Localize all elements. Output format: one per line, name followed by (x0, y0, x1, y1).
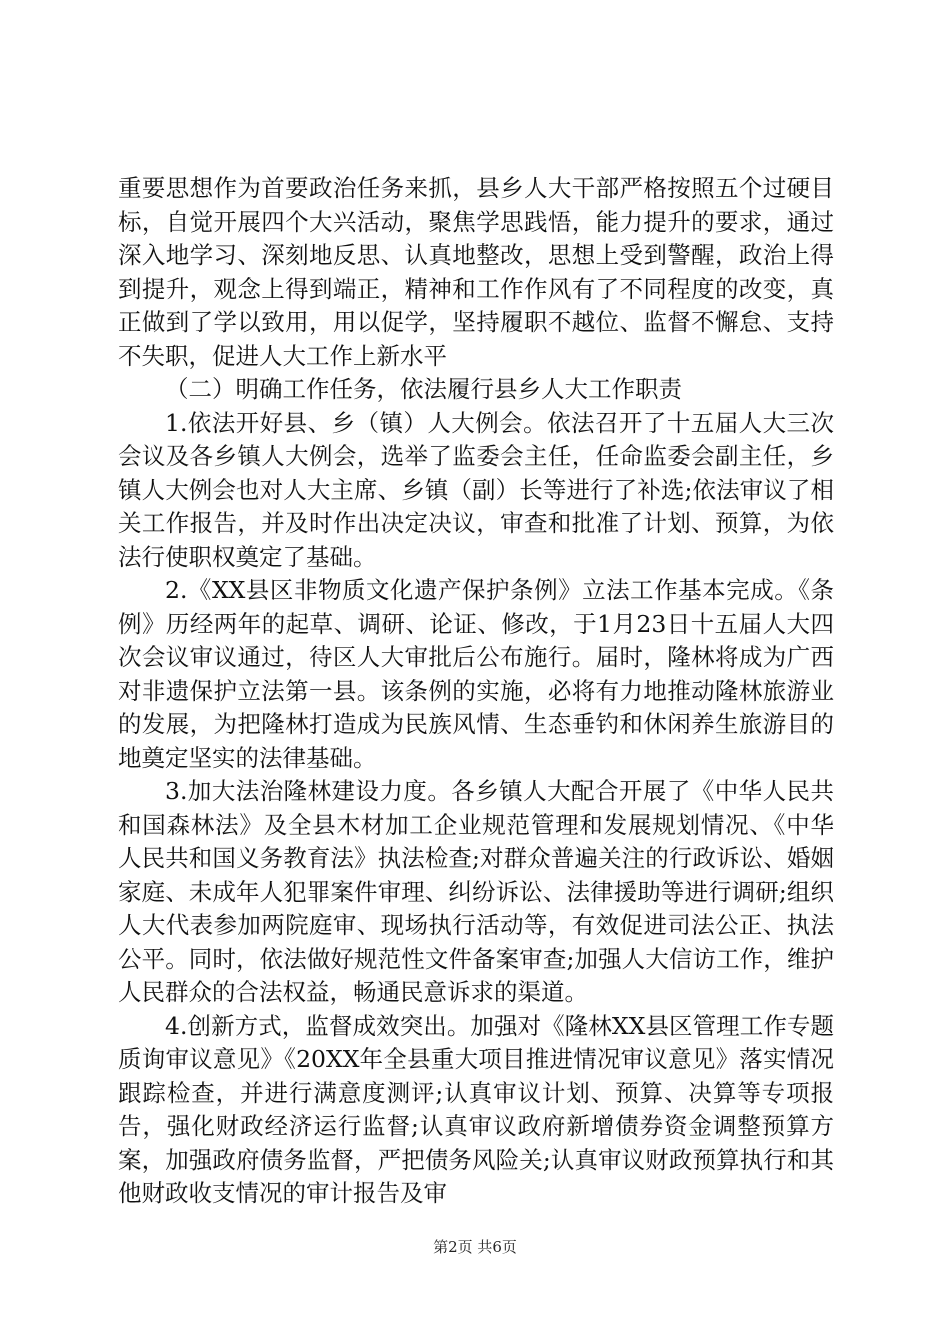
paragraph-item-2: 2.《XX县区非物质文化遗产保护条例》立法工作基本完成。《条例》历经两年的起草、调研、论证、修改，于1月23日十五届人大四次会议审议通过，待区人大审批后公布施行。届时，隆林将成为广西对非遗保护立法第一县。该条例的实施，必将有力地推动隆林旅游业的发展，为把隆林打造成为民族风情、生态垂钓和休闲养生旅游目的地奠定坚实的法律基础。 (118, 576, 834, 772)
paragraph-item-3: 3.加大法治隆林建设力度。各乡镇人大配合开展了《中华人民共和国森林法》及全县木材加工企业规范管理和发展规划情况、《中华人民共和国义务教育法》执法检查;对群众普遍关注的行政诉讼、婚姻家庭、未成年人犯罪案件审理、纠纷诉讼、法律援助等进行调研;组织人大代表参加两院庭审、现场执行活动等，有效促进司法公正、执法公平。同时，依法做好规范性文件备案审查;加强人大信访工作，维护人民群众的合法权益，畅通民意诉求的渠道。 (118, 777, 834, 1006)
paragraph-item-1: 1.依法开好县、乡（镇）人大例会。依法召开了十五届人大三次会议及各乡镇人大例会，选举了监委会主任，任命监委会副主任，乡镇人大例会也对人大主席、乡镇（副）长等进行了补选;依法审议了相关工作报告，并及时作出决定决议，审查和批准了计划、预算，为依法行使职权奠定了基础。 (118, 408, 834, 571)
paragraph-item-4: 4.创新方式，监督成效突出。加强对《隆林XX县区管理工作专题质询审议意见》《20XX年全县重大项目推进情况审议意见》落实情况跟踪检查，并进行满意度测评;认真审议计划、预算、决算等专项报告，强化财政经济运行监督;认真审议政府新增债券资金调整预算方案，加强政府债务监督，严把债务风险关;认真审议财政预算执行和其他财政收支情况的审计报告及审 (118, 1011, 834, 1207)
page-number-footer: 第2页 共6页 (433, 1238, 517, 1256)
paragraph-continuation: 重要思想作为首要政治任务来抓，县乡人大干部严格按照五个过硬目标，自觉开展四个大兴活动，聚焦学思践悟，能力提升的要求，通过深入地学习、深刻地反思、认真地整改，思想上受到警醒，政治上得到提升，观念上得到端正，精神和工作作风有了不同程度的改变，真正做到了学以致用，用以促学，坚持履职不越位、监督不懈怠、支持不失职，促进人大工作上新水平 (118, 174, 834, 370)
section-heading: （二）明确工作任务，依法履行县乡人大工作职责 (165, 375, 682, 403)
document-body (118, 172, 834, 1211)
